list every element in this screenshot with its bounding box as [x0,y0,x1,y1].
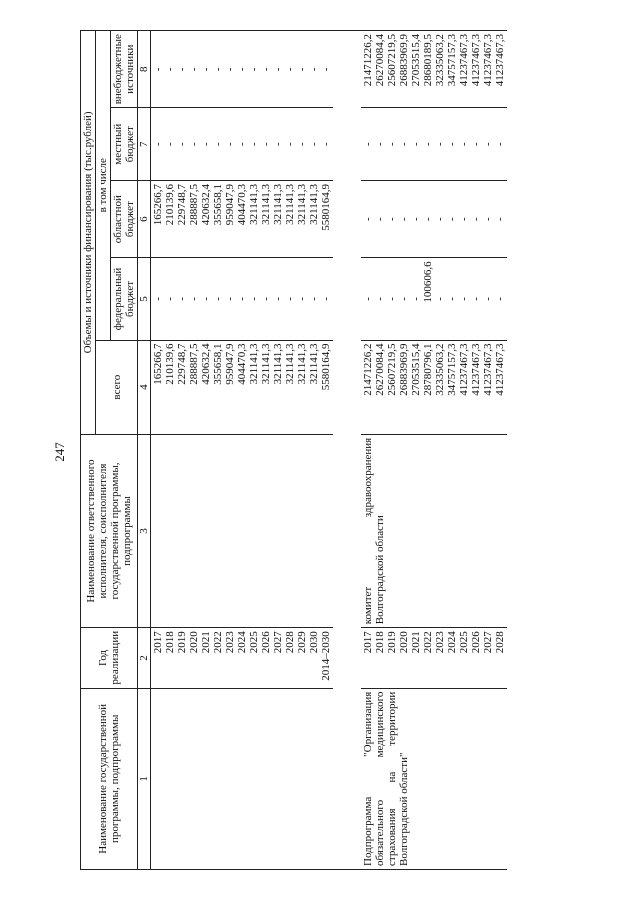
table-cell: 27053515,4 [410,343,422,396]
table-cell: - [458,297,470,301]
table-cell: - [308,67,320,72]
table-cell: - [272,67,284,72]
table-cell: - [422,217,434,221]
table-cell: - [200,297,212,301]
table-cell: 2028 [494,631,506,654]
table-cell: - [296,67,308,72]
table-cell: - [386,142,398,147]
table-cell: 32335063,2 [434,34,446,87]
table-cell: 321141,3 [272,183,284,225]
table-cell: 2018 [374,631,386,654]
year-list [152,631,332,684]
table-cell: 25607219,5 [386,343,398,396]
table-cell: - [362,217,374,221]
table-cell: 2022 [422,631,434,654]
table-cell: - [434,142,446,147]
table-cell: - [284,142,296,147]
header-financing-group: Объемы и источники финансирования (тыс.рублей) [81,31,96,435]
table-cell: 355658,1 [212,343,224,385]
total-list [362,344,506,431]
table-cell: - [260,67,272,72]
table-cell: - [434,217,446,221]
table-cell: - [494,142,506,147]
table-cell: 27053515,4 [410,34,422,87]
table-cell: - [374,217,386,221]
table-cell: 2022 [212,631,224,654]
table-cell: - [434,297,446,301]
table-cell: - [236,297,248,301]
table-cell: - [272,142,284,147]
column-number: 8 [138,31,151,108]
table-cell: - [200,142,212,147]
table-cell: 26883969,9 [398,34,410,87]
local-list [152,111,332,177]
table-cell: 41237467,3 [458,34,470,87]
table-cell: - [164,142,176,147]
table-cell: - [308,142,320,147]
federal-list [152,261,332,336]
table-cell: 321141,3 [272,343,284,385]
table-cell: - [320,297,332,301]
table-cell: 21471226,2 [362,34,374,87]
column-number: 5 [138,258,151,340]
table-cell: - [398,217,410,221]
table-cell: 420632,4 [200,183,212,226]
table-cell: - [470,297,482,301]
table-cell: 321141,3 [296,343,308,385]
table-cell: 321141,3 [308,343,320,385]
table-cell: - [458,217,470,221]
table-cell: 355658,1 [212,183,224,226]
table-cell: - [362,142,374,147]
table-cell: - [152,67,164,72]
table-cell: 2023 [224,631,236,654]
table-cell: 321141,3 [248,183,260,225]
column-number-row [138,31,151,870]
table-cell: 321141,3 [260,183,272,225]
table-cell: 2014–2030 [320,631,332,681]
table-cell: 2017 [152,631,164,654]
table-cell: - [410,217,422,221]
table-row-program-total [151,31,334,870]
table-cell: - [248,142,260,147]
table-cell: - [224,142,236,147]
table-cell: - [152,142,164,147]
table-cell: - [374,142,386,147]
table-cell: - [386,217,398,221]
table-cell: 321141,3 [248,343,260,385]
table-cell: - [470,217,482,221]
table-cell: - [176,67,188,72]
table-cell: - [248,297,260,301]
table-cell: - [212,67,224,72]
table-cell: - [212,297,224,301]
table-cell: - [284,297,296,301]
page-number: 247 [52,442,67,462]
table-cell: 2021 [200,631,212,654]
table-cell: 21471226,2 [362,343,374,396]
year-list [362,631,506,684]
header-local-budget: местный бюджет [111,108,138,181]
table-cell: 2019 [176,631,188,654]
extrabudgetary-list [152,34,332,104]
total-list [152,344,332,431]
table-cell: 41237467,3 [482,343,494,396]
table-cell: 165266,7 [152,183,164,226]
table-cell: 210139,6 [164,183,176,226]
table-cell: - [188,142,200,147]
table-cell: - [494,217,506,221]
table-cell: 5580164,9 [320,183,332,231]
table-cell: 25607219,5 [386,34,398,87]
table-cell: - [482,217,494,221]
table-cell: 2021 [410,631,422,654]
table-cell: 2025 [458,631,470,654]
table-cell: - [224,67,236,72]
table-cell: - [446,297,458,301]
table-cell: 210139,6 [164,343,176,385]
table-cell: 2026 [470,631,482,654]
table-cell: 2028 [284,631,296,654]
table-cell: 288887,5 [188,343,200,385]
table-cell: 321141,3 [296,183,308,225]
table-cell: - [320,67,332,72]
column-number: 4 [138,340,151,434]
extrabudgetary-list [362,34,506,104]
table-cell: 41237467,3 [470,343,482,396]
table-cell: - [272,297,284,301]
table-cell: 2024 [236,631,248,654]
table-cell: - [482,297,494,301]
table-cell: 2030 [308,631,320,654]
table-cell: - [320,142,332,147]
table-cell: - [410,297,422,301]
table-cell: 32335063,2 [434,343,446,396]
table-cell: - [284,67,296,72]
table-cell: 2026 [260,631,272,654]
table-cell: 959047,9 [224,183,236,226]
table-cell: 321141,3 [284,343,296,385]
table-cell: - [164,67,176,72]
table-cell: - [236,67,248,72]
column-number: 6 [138,180,151,257]
column-number: 7 [138,108,151,181]
table-cell: - [236,142,248,147]
table-cell: - [410,142,422,147]
table-cell: 26270084,4 [374,34,386,87]
table-cell: - [446,142,458,147]
table-cell: 41237467,3 [494,343,506,396]
header-extrabudgetary: внебюджетные источники [111,31,138,108]
table-cell: 41237467,3 [494,34,506,87]
table-cell: 2017 [362,631,374,654]
regional-list [152,184,332,254]
table-cell: 420632,4 [200,343,212,385]
table-cell: - [176,297,188,301]
table-cell: - [362,297,374,301]
executor-cell [151,434,334,627]
header-regional-budget: областной бюджет [111,180,138,257]
table-cell: 321141,3 [260,343,272,385]
subprogram-name: Подпрограмма "Организация обязательного медицинского страхования на территории Волгоградской области" [361,688,507,869]
table-cell: - [374,297,386,301]
table-cell: 41237467,3 [458,343,470,396]
table-cell: 404470,3 [236,183,248,226]
table-cell: - [470,142,482,147]
table-cell: - [386,297,398,301]
table-cell: 165266,7 [152,343,164,385]
table-cell: - [164,297,176,301]
rotated-page [80,30,600,870]
table-cell: - [176,142,188,147]
table-cell: 28780796,1 [422,343,434,396]
subprogram-executor: комитет здравоохранения Волгоградской области [361,434,507,627]
table-cell: - [296,142,308,147]
table-cell: - [260,297,272,301]
table-cell: - [308,297,320,301]
table-cell: 2029 [296,631,308,654]
column-number: 1 [138,688,151,869]
table-cell: - [446,217,458,221]
table-cell: 34757157,3 [446,343,458,396]
table-cell: 404470,3 [236,343,248,385]
financing-table [80,30,507,870]
table-cell: 229748,7 [176,183,188,226]
table-cell: 34757157,3 [446,34,458,87]
table-cell: 321141,3 [308,183,320,225]
table-cell: 26883969,9 [398,343,410,396]
table-cell: 5580164,9 [320,343,332,391]
row-gap [333,31,361,870]
program-name-cell [151,688,334,869]
table-cell: 26270084,4 [374,343,386,396]
table-cell: 2023 [434,631,446,654]
table-cell: - [224,297,236,301]
table-cell: 2020 [188,631,200,654]
table-cell: 41237467,3 [482,34,494,87]
table-cell: 2018 [164,631,176,654]
table-cell: - [422,142,434,147]
table-cell: 959047,9 [224,343,236,385]
table-cell: 28680189,5 [422,34,434,87]
header-federal-budget: федеральный бюджет [111,258,138,340]
table-cell: - [260,142,272,147]
table-cell: 2020 [398,631,410,654]
table-cell: 288887,5 [188,183,200,226]
column-number: 3 [138,434,151,627]
table-cell: - [200,67,212,72]
table-cell: - [296,297,308,301]
table-cell: 2027 [272,631,284,654]
header-year: Год реализации [81,628,138,688]
local-list [362,111,506,177]
table-cell: - [188,297,200,301]
table-cell: 229748,7 [176,343,188,385]
header-total: всего [96,340,138,434]
table-cell: - [248,67,260,72]
table-cell: 2019 [386,631,398,654]
table-cell: - [152,297,164,301]
table-row-subprogram [361,31,507,870]
table-cell: 2027 [482,631,494,654]
federal-list [362,261,506,336]
table-cell: 41237467,3 [470,34,482,87]
table-cell: - [398,297,410,301]
table-cell: - [398,142,410,147]
table-cell: 2025 [248,631,260,654]
table-cell: - [188,67,200,72]
header-program-name: Наименование государственной программы, подпрограммы [81,688,138,869]
table-cell: - [212,142,224,147]
regional-list [362,184,506,254]
table-cell: 100606,6 [422,261,434,303]
header-including: в том числе [96,31,111,341]
table-cell: - [482,142,494,147]
column-number: 2 [138,628,151,688]
table-cell: - [494,297,506,301]
header-executor: Наименование ответственного исполнителя, соисполнителя государственной программы, подпрограммы [81,434,138,627]
table-cell: 321141,3 [284,183,296,225]
table-cell: - [458,142,470,147]
table-cell: 2024 [446,631,458,654]
